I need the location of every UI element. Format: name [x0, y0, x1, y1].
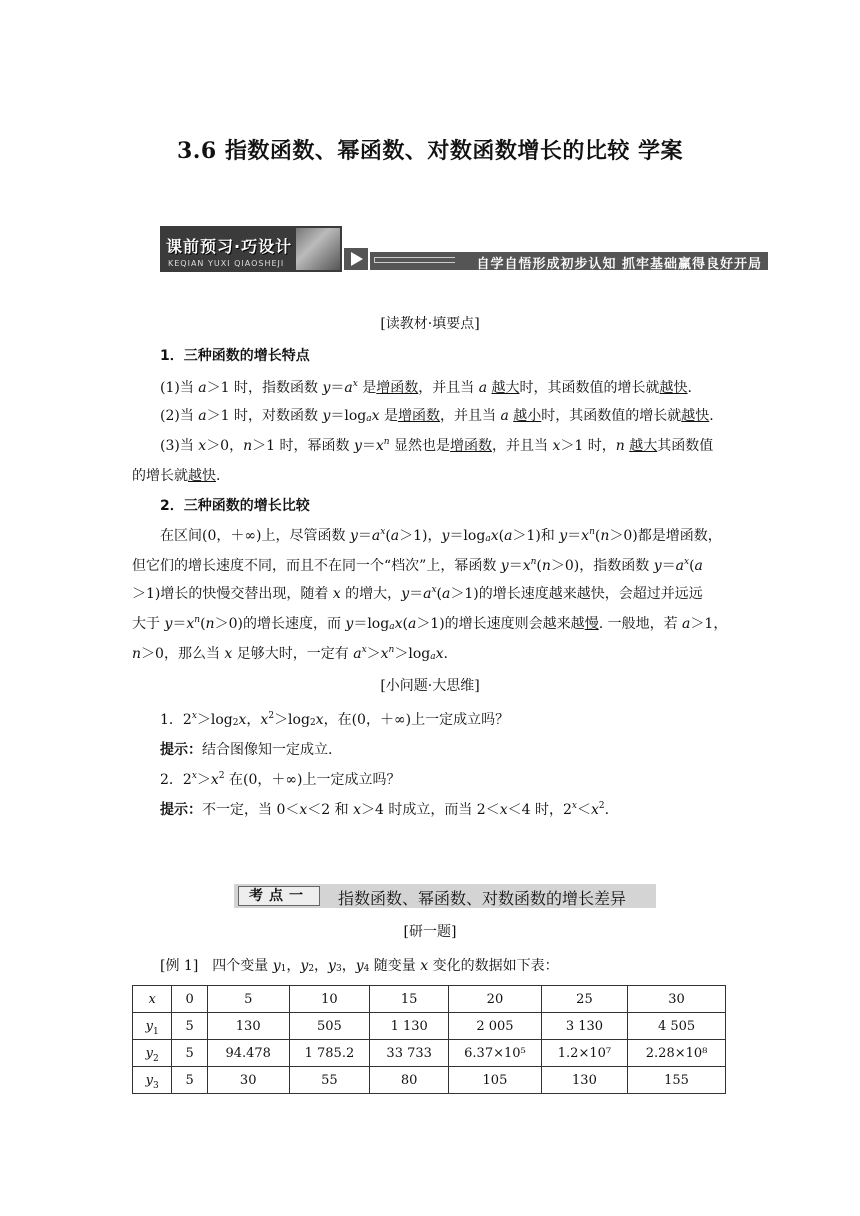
- section-banner: [160, 226, 768, 272]
- table-cell: 25: [541, 986, 627, 1013]
- play-arrow-icon: [344, 248, 368, 270]
- section-heading-study: [研一题]: [403, 924, 457, 940]
- heading-growth-features: 1．三种函数的增长特点: [160, 348, 310, 364]
- table-cell: 5: [172, 1040, 207, 1067]
- table-cell: 80: [370, 1067, 449, 1094]
- topic-title: 指数函数、幂函数、对数函数的增长差异: [338, 889, 627, 908]
- table-row: [133, 1013, 726, 1040]
- paragraph-compare-1: 在区间(0，＋∞)上，尽管函数 $y=a^x(a>1)$，$y=\log_ax(a>1)$和 $y=x^n(n>0)$都是增函数，: [160, 527, 722, 544]
- table-row: [133, 986, 726, 1013]
- table-row: [133, 1040, 726, 1067]
- table-cell: 4 505: [628, 1013, 726, 1040]
- table-cell: 1 130: [370, 1013, 449, 1040]
- section-heading-read: [读教材·填要点]: [380, 316, 480, 332]
- table-cell: 10: [289, 986, 370, 1013]
- paragraph-log: (2)当 a＞1 时，对数函数 $y=\log_ax$ 是增函数，并且当 a 越小时，其函数值的增长就越快.: [160, 408, 714, 424]
- table-cell: 6.37×10⁵: [449, 1040, 542, 1067]
- table-cell: 15: [370, 986, 449, 1013]
- paragraph-exp: (1)当 a＞1 时，指数函数 $y=a^x$ 是增函数，并且当 a 越大时，其函数值的增长就越快.: [160, 379, 692, 396]
- row-header: $y_1$: [133, 1013, 172, 1040]
- page-title: 3.6 指数函数、幂函数、对数函数增长的比较 学案: [176, 138, 684, 164]
- banner-pinyin-text: KEQIAN YUXI QIAOSHEJI: [168, 259, 285, 268]
- table-cell: 1 785.2: [289, 1040, 370, 1067]
- paragraph-compare-5: n＞0，那么当 x 足够大时，一定有 $a^x>x^n>\log_ax$.: [132, 645, 448, 662]
- banner-photo: [296, 228, 340, 270]
- table-cell: 20: [449, 986, 542, 1013]
- hint-1: 提示：结合图像知一定成立.: [160, 742, 333, 758]
- table-cell: 505: [289, 1013, 370, 1040]
- table-cell: 5: [207, 986, 289, 1013]
- banner-label-box: [160, 226, 342, 272]
- question-1: 1．$2^x>\log_2x$，$x^2>\log_2x$，在(0，＋∞)上一定成立吗？: [160, 711, 510, 728]
- table-cell: 130: [541, 1067, 627, 1094]
- data-table: [132, 985, 726, 1094]
- paragraph-power-cont: 的增长就越快.: [132, 468, 221, 484]
- row-header: $y_2$: [133, 1040, 172, 1067]
- table-cell: 33 733: [370, 1040, 449, 1067]
- banner-slogan-bar: [370, 252, 768, 270]
- hint-2: 提示：不一定，当 0＜x＜2 和 x＞4 时成立，而当 2＜x＜4 时，$2^x<x^2$.: [160, 801, 610, 818]
- table-cell: 5: [172, 1013, 207, 1040]
- table-row: [133, 1067, 726, 1094]
- paragraph-compare-4: 大于 $y=x^n(n>0)$的增长速度，而 $y=\log_ax(a>1)$的增长速度则会越来越慢. 一般地，若 a＞1，: [132, 615, 728, 632]
- table-cell: 30: [628, 986, 726, 1013]
- table-cell: 94.478: [207, 1040, 289, 1067]
- table-cell: 155: [628, 1067, 726, 1094]
- paragraph-compare-2: 但它们的增长速度不同，而且不在同一个“档次”上，幂函数 $y=x^n(n>0)$，指数函数 $y=a^x(a$: [132, 557, 703, 574]
- row-header: x: [133, 986, 172, 1013]
- table-cell: 30: [207, 1067, 289, 1094]
- question-2: 2．$2^x>x^2$ 在(0，＋∞)上一定成立吗？: [160, 771, 401, 788]
- paragraph-compare-3: ＞1)增长的快慢交替出现，随着 x 的增大，$y=a^x(a>1)$的增长速度越来越快，会超过并远远: [132, 585, 703, 602]
- heading-growth-compare: 2．三种函数的增长比较: [160, 498, 310, 514]
- table-cell: 3 130: [541, 1013, 627, 1040]
- table-cell: 130: [207, 1013, 289, 1040]
- topic-banner: [234, 884, 656, 908]
- example-intro: [例 1] 四个变量 $y_1$，$y_2$，$y_3$，$y_4$ 随变量 x 变化的数据如下表：: [160, 958, 559, 974]
- banner-main-text: 课前预习·巧设计: [166, 237, 293, 256]
- paragraph-power: (3)当 x＞0，n＞1 时，幂函数 $y=x^n$ 显然也是增函数，并且当 x＞1 时，n 越大其函数值: [160, 437, 714, 454]
- topic-label: 考点一: [238, 886, 320, 906]
- table-cell: 105: [449, 1067, 542, 1094]
- table-cell: 1.2×10⁷: [541, 1040, 627, 1067]
- section-heading-question: [小问题·大思维]: [380, 678, 480, 694]
- table-cell: 55: [289, 1067, 370, 1094]
- table-cell: 2 005: [449, 1013, 542, 1040]
- banner-slogan: 自学自悟形成初步认知 抓牢基础赢得良好开局: [476, 257, 762, 272]
- table-cell: 5: [172, 1067, 207, 1094]
- table-cell: 2.28×10⁸: [628, 1040, 726, 1067]
- row-header: $y_3$: [133, 1067, 172, 1094]
- table-cell: 0: [172, 986, 207, 1013]
